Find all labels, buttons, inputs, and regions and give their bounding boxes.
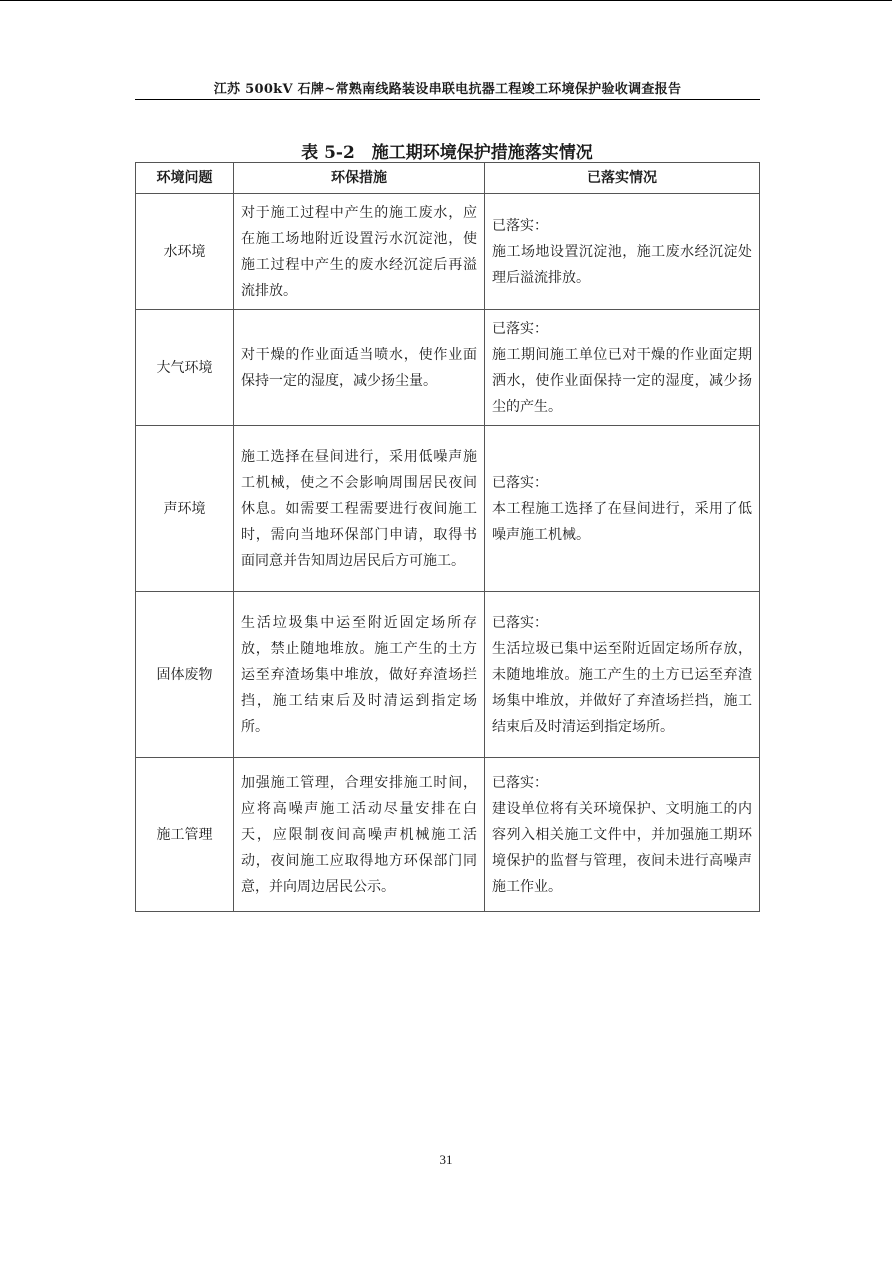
table-row [136, 758, 760, 912]
table-header-row [136, 163, 760, 194]
measure-cell: 生活垃圾集中运至附近固定场所存放，禁止随地堆放。施工产生的土方运至弃渣场集中堆放，做好弃渣场拦挡，施工结束后及时清运到指定场所。 [234, 592, 485, 758]
status-cell [485, 194, 760, 310]
table-row [136, 310, 760, 426]
issue-cell: 施工管理 [136, 758, 234, 912]
column-header-status: 已落实情况 [485, 163, 760, 194]
status-detail: 建设单位将有关环境保护、文明施工的内容列入相关施工文件中，并加强施工期环境保护的监督与管理，夜间未进行高噪声施工作业。 [492, 800, 752, 895]
table-row [136, 194, 760, 310]
page-number: 31 [439, 1152, 453, 1167]
status-label: 已落实： [492, 774, 548, 791]
table-caption: 表 5-2 施工期环境保护措施落实情况 [301, 143, 593, 163]
status-detail: 施工场地设置沉淀池，施工废水经沉淀处理后溢流排放。 [492, 243, 752, 286]
table-row [136, 592, 760, 758]
issue-cell: 水环境 [136, 194, 234, 310]
status-cell [485, 426, 760, 592]
measure-cell: 施工选择在昼间进行，采用低噪声施工机械，使之不会影响周围居民夜间休息。如需要工程需要进行夜间施工时，需向当地环保部门申请，取得书面同意并告知周边居民后方可施工。 [234, 426, 485, 592]
status-cell [485, 758, 760, 912]
measure-cell: 对干燥的作业面适当喷水，使作业面保持一定的湿度，减少扬尘量。 [234, 310, 485, 426]
status-cell [485, 310, 760, 426]
header-divider [135, 99, 760, 100]
status-label: 已落实： [492, 320, 548, 337]
status-label: 已落实： [492, 614, 548, 631]
measure-cell: 对于施工过程中产生的施工废水，应在施工场地附近设置污水沉淀池，使施工过程中产生的废水经沉淀后再溢流排放。 [234, 194, 485, 310]
status-label: 已落实： [492, 474, 548, 491]
status-detail: 本工程施工选择了在昼间进行，采用了低噪声施工机械。 [492, 500, 752, 543]
status-cell [485, 592, 760, 758]
report-header-title: 江苏 500kV 石牌~常熟南线路装设串联电抗器工程竣工环境保护验收调查报告 [213, 82, 682, 97]
top-border-line [0, 0, 892, 1]
issue-cell: 固体废物 [136, 592, 234, 758]
status-label: 已落实： [492, 217, 548, 234]
measure-cell: 加强施工管理，合理安排施工时间，应将高噪声施工活动尽量安排在白天，应限制夜间高噪声机械施工活动，夜间施工应取得地方环保部门同意，并向周边居民公示。 [234, 758, 485, 912]
status-detail: 施工期间施工单位已对干燥的作业面定期洒水，使作业面保持一定的湿度，减少扬尘的产生。 [492, 346, 752, 415]
status-detail: 生活垃圾已集中运至附近固定场所存放，未随地堆放。施工产生的土方已运至弃渣场集中堆放，并做好了弃渣场拦挡，施工结束后及时清运到指定场所。 [492, 640, 752, 735]
table-row [136, 426, 760, 592]
issue-cell: 声环境 [136, 426, 234, 592]
column-header-measure: 环保措施 [234, 163, 485, 194]
issue-cell: 大气环境 [136, 310, 234, 426]
environmental-measures-table [135, 162, 760, 912]
column-header-issue: 环境问题 [136, 163, 234, 194]
